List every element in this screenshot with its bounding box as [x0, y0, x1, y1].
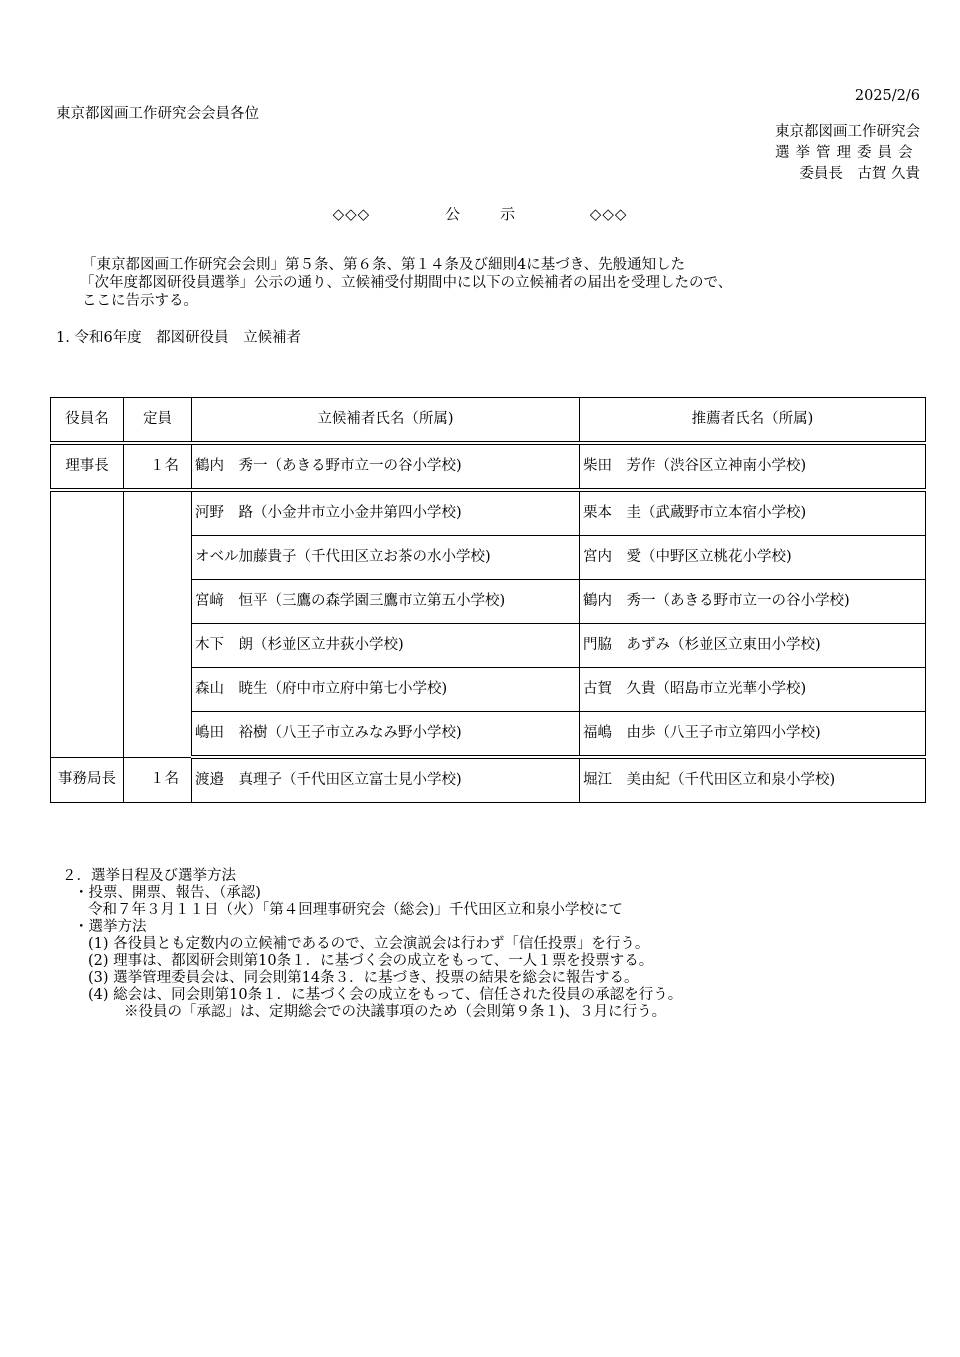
header-role: 役員名	[51, 398, 124, 444]
cell-recommender: 柴田 芳作（渋谷区立神南小学校)	[580, 443, 926, 490]
title-word: 公示	[444, 205, 555, 223]
table-row	[51, 443, 926, 490]
cell-candidate: 鶴内 秀一（あきる野市立一の谷小学校)	[192, 443, 580, 490]
cell-recommender: 宮内 愛（中野区立桃花小学校)	[580, 536, 926, 580]
cell-candidate: 木下 朗（杉並区立井荻小学校)	[192, 624, 580, 668]
cell-candidate: オベル加藤貴子（千代田区立お茶の水小学校)	[192, 536, 580, 580]
candidate-table	[50, 397, 926, 803]
cell-candidate: 森山 暁生（府中市立府中第七小学校)	[192, 668, 580, 712]
table-header-row	[51, 398, 926, 444]
document-date: 2025/2/6	[854, 88, 920, 104]
method-1: (1) 各役員とも定数内の立候補であるので、立会演説会は行わず「信任投票」を行う。	[88, 936, 650, 952]
schedule-detail: 令和７年３月１１日（火）「第４回理事研究会（総会)」千代田区立和泉小学校にて	[88, 902, 623, 918]
cell-candidate: 嶋田 裕樹（八王子市立みなみ野小学校)	[192, 712, 580, 758]
cell-role: 理事長	[51, 443, 124, 490]
header-recommender: 推薦者氏名（所属)	[580, 398, 926, 444]
issuer-committee: 選挙管理委員会	[775, 145, 919, 161]
header-candidate: 立候補者氏名（所属)	[192, 398, 580, 444]
section-2-heading: ２．選挙日程及び選挙方法	[62, 868, 236, 884]
cell-recommender: 福嶋 由歩（八王子市立第四小学校)	[580, 712, 926, 758]
cell-recommender: 鶴内 秀一（あきる野市立一の谷小学校)	[580, 580, 926, 624]
title-symbols-left: ◇◇◇	[332, 205, 371, 223]
cell-quota: １名	[124, 757, 192, 803]
cell-role-directors	[51, 490, 124, 757]
cell-quota: １名	[124, 443, 192, 490]
header-quota: 定員	[124, 398, 192, 444]
section-1-heading: 1. 令和6年度 都図研役員 立候補者	[56, 330, 302, 346]
issuer-block	[775, 124, 920, 187]
cell-role: 事務局長	[51, 757, 124, 803]
issuer-org-name: 東京都図画工作研究会	[775, 124, 920, 140]
cell-candidate: 渡邉 真理子（千代田区立富士見小学校)	[192, 757, 580, 803]
notice-title	[0, 205, 960, 223]
method-4: (4) 総会は、同会則第10条１．に基づく会の成立をもって、信任された役員の承認を行う。	[88, 987, 683, 1003]
intro-line-2: 「次年度都図研役員選挙」公示の通り、立候補受付期間中に以下の立候補者の届出を受理したので、	[80, 275, 733, 291]
cell-recommender: 堀江 美由紀（千代田区立和泉小学校)	[580, 757, 926, 803]
recipient-line: 東京都図画工作研究会会員各位	[56, 106, 259, 122]
title-symbols-right: ◇◇◇	[589, 205, 628, 223]
table-row	[51, 490, 926, 536]
table-row	[51, 757, 926, 803]
section-2	[62, 868, 682, 1021]
cell-recommender: 栗本 圭（武蔵野市立本宿小学校)	[580, 490, 926, 536]
method-note: ※役員の「承認」は、定期総会での決議事項のため（会則第９条１)、３月に行う。	[124, 1004, 667, 1020]
intro-line-3: ここに告示する。	[82, 293, 198, 309]
cell-candidate: 宮﨑 恒平（三鷹の森学園三鷹市立第五小学校)	[192, 580, 580, 624]
cell-quota-directors	[124, 490, 192, 757]
method-2: (2) 理事は、都図研会則第10条１．に基づく会の成立をもって、一人１票を投票する。	[88, 953, 654, 969]
intro-paragraph	[82, 257, 732, 311]
cell-recommender: 門脇 あずみ（杉並区立東田小学校)	[580, 624, 926, 668]
cell-recommender: 古賀 久貴（昭島市立光華小学校)	[580, 668, 926, 712]
intro-line-1: 「東京都図画工作研究会会則」第５条、第６条、第１４条及び細則4に基づき、先般通知した	[82, 257, 686, 273]
issuer-chair: 委員長 古賀 久貴	[799, 166, 920, 182]
method-item: ・選挙方法	[74, 919, 147, 935]
cell-candidate: 河野 路（小金井市立小金井第四小学校)	[192, 490, 580, 536]
schedule-item: ・投票、開票、報告、（承認)	[74, 885, 261, 901]
method-3: (3) 選挙管理委員会は、同会則第14条３．に基づき、投票の結果を総会に報告する。	[88, 970, 639, 986]
